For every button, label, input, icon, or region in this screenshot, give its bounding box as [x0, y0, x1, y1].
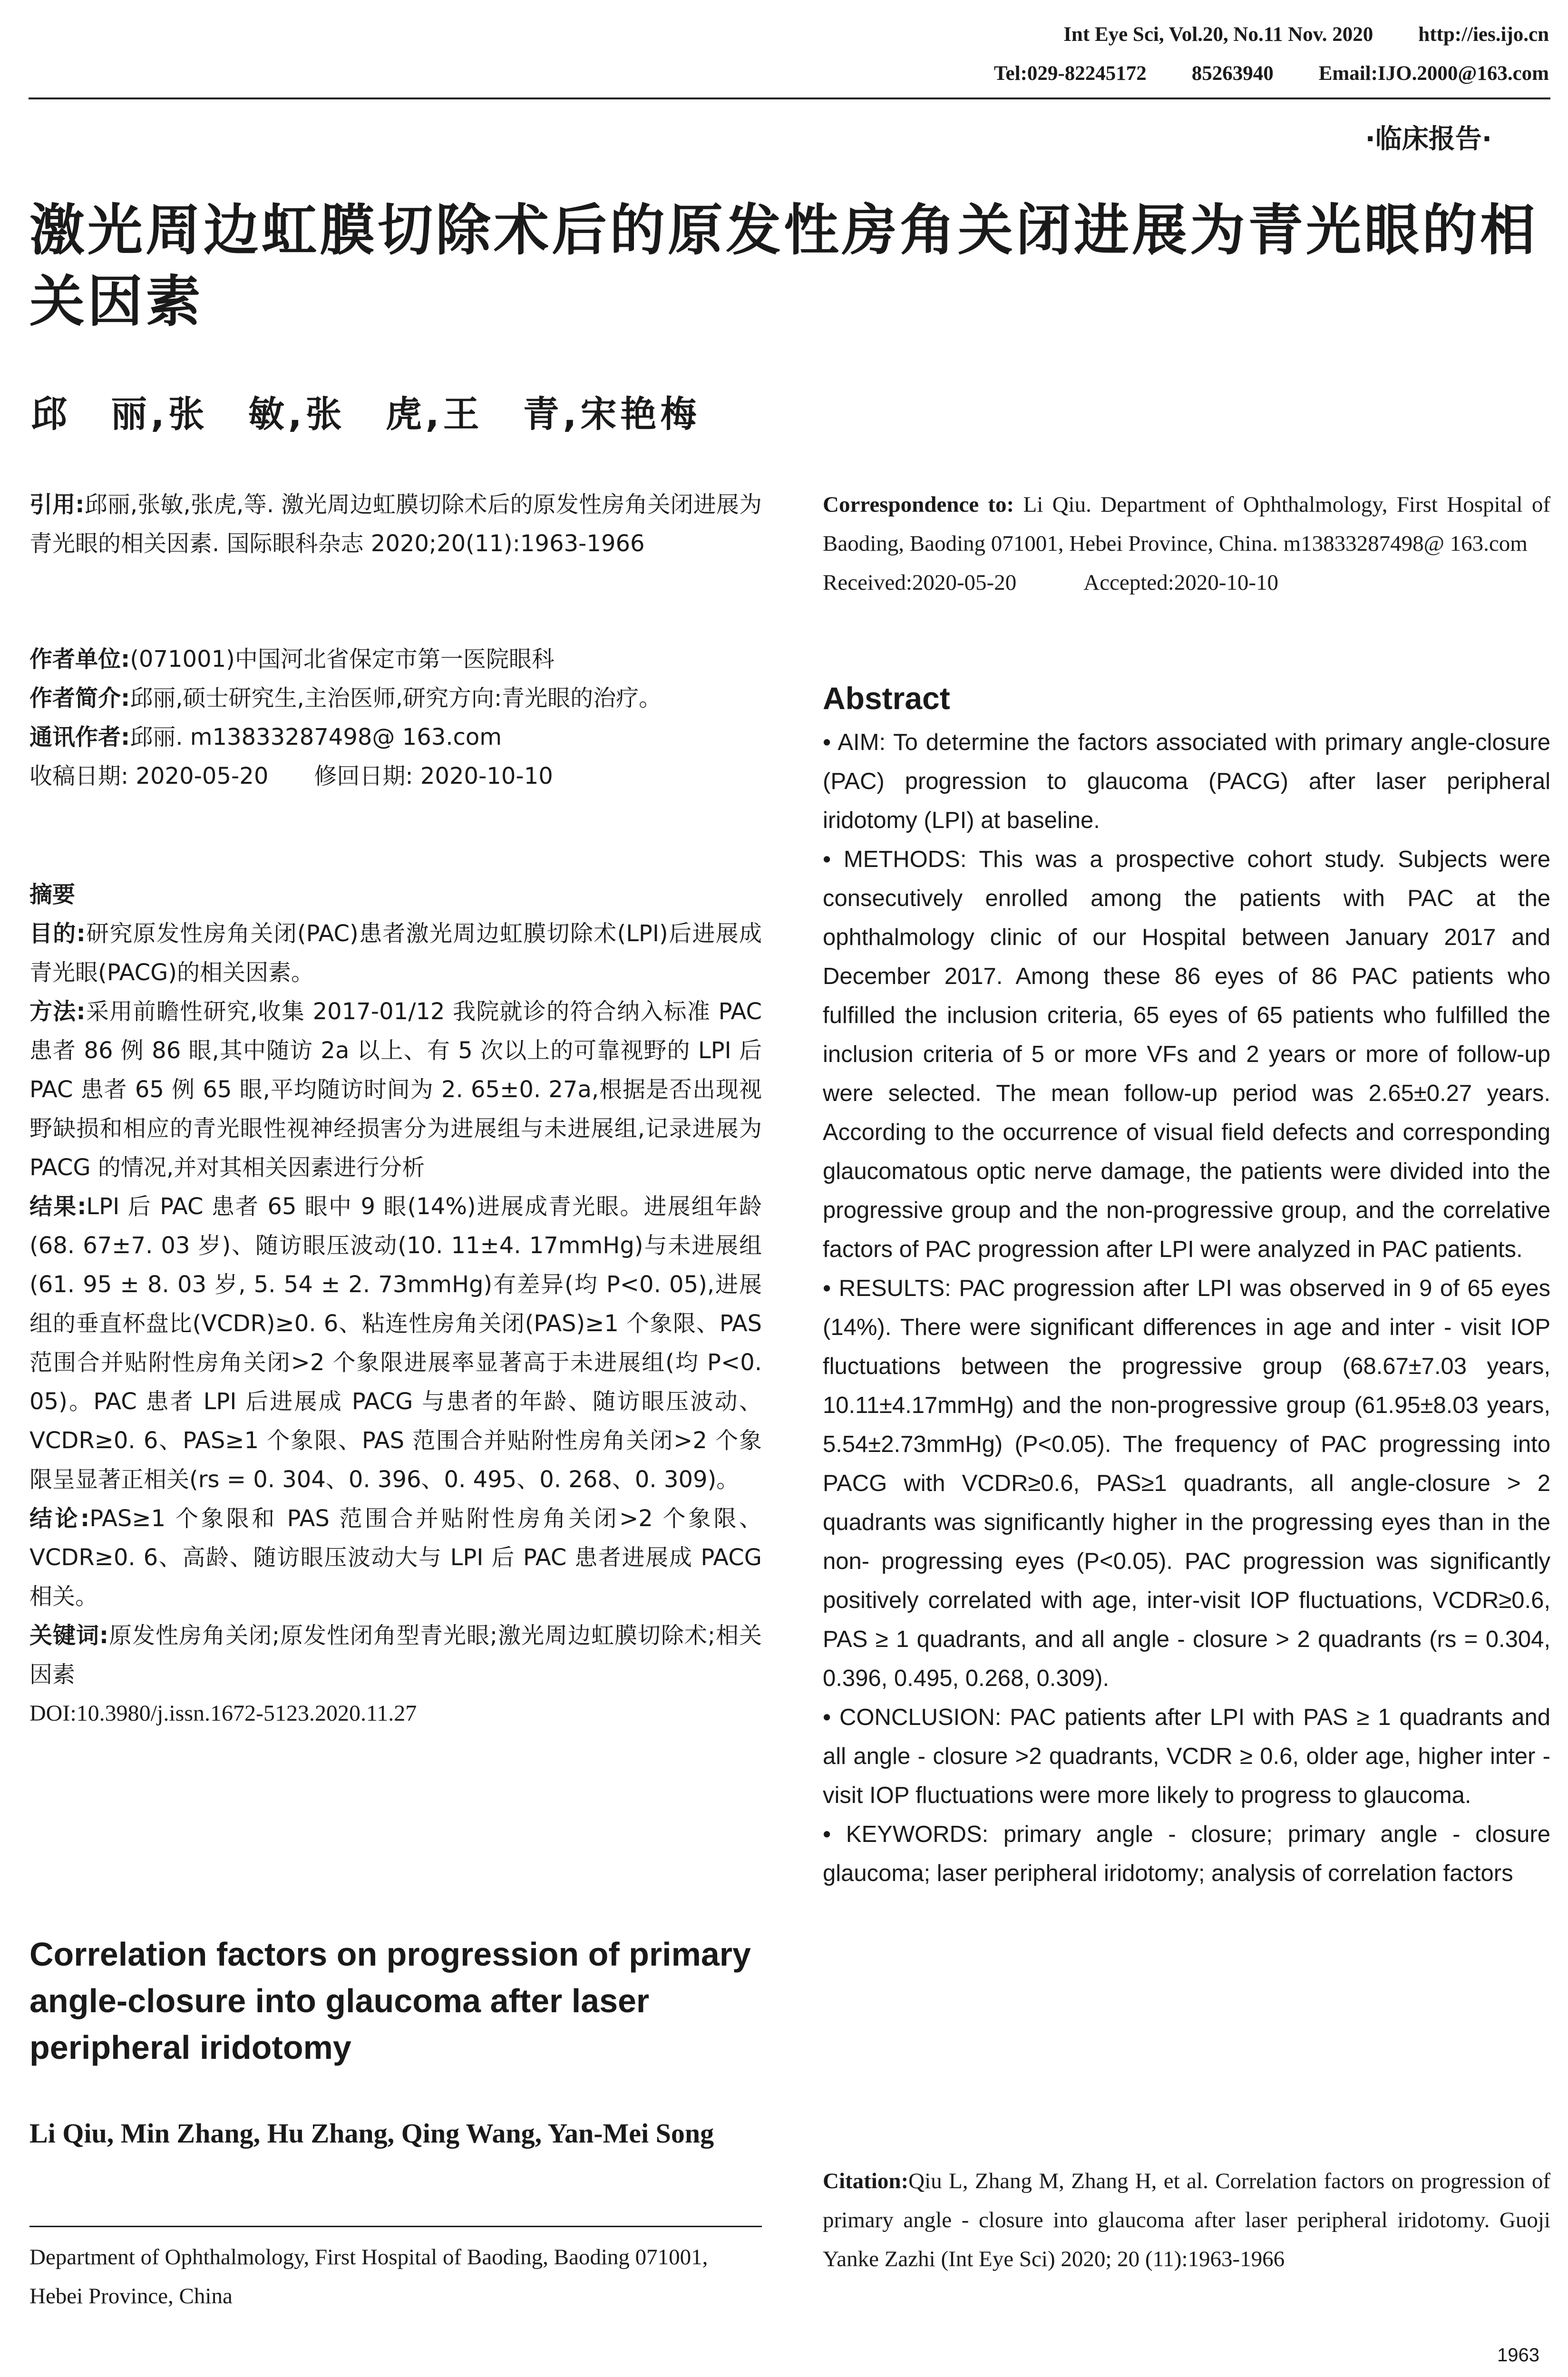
- conclusion-label-cn: 结论:: [29, 1505, 90, 1532]
- methods-label-cn: 方法:: [29, 998, 86, 1025]
- affiliation-label: 作者单位:: [29, 646, 130, 672]
- journal-header-line2: [994, 62, 1549, 85]
- affiliation-text: (071001)中国河北省保定市第一医院眼科: [130, 646, 555, 672]
- author-list: 邱 丽,张 敏,张 虎,王 青,宋艳梅: [31, 393, 701, 435]
- journal-tel2: 85263940: [1191, 62, 1274, 85]
- abstract-heading-cn: 摘要: [29, 881, 76, 908]
- keywords-text-cn: 原发性房角关闭;原发性闭角型青光眼;激光周边虹膜切除术;相关因素: [29, 1622, 762, 1688]
- citation-en-block: [823, 2162, 1550, 2279]
- conclusion-text-en: • CONCLUSION: PAC patients after LPI with PAS ≥ 1 quadrants and all angle - closure >2 quadrants, VCDR ≥ 0.6, older age, higher inter - visit IOP fluctuations were more likely to progress to glaucoma.: [823, 1705, 1550, 1808]
- bio-text: 邱丽,硕士研究生,主治医师,研究方向:青光眼的治疗。: [130, 685, 662, 711]
- header-rule: [29, 97, 1550, 99]
- correspondence-text: Li Qiu. Department of Ophthalmology, First Hospital of Baoding, Baoding 071001, Hebei Province, China. m13833287498@ 163.com: [823, 492, 1551, 556]
- journal-url: http://ies.ijo.cn: [1418, 23, 1549, 46]
- accepted-date: Accepted:2020-10-10: [1083, 570, 1279, 595]
- keywords-label-cn: 关键词:: [29, 1622, 109, 1649]
- corresponding-label: 通讯作者:: [29, 724, 130, 750]
- author-info-block: [29, 640, 762, 796]
- correspondence-label: Correspondence to:: [823, 492, 1014, 517]
- citation-text-en: Qiu L, Zhang M, Zhang H, et al. Correlation factors on progression of primary angle - closure into glaucoma after laser peripheral iridotomy. Guoji Yanke Zazhi (Int Eye Sci) 2020; 20 (11):1963-1966: [823, 2169, 1550, 2271]
- department-text: Department of Ophthalmology, First Hospital of Baoding, Baoding 071001, Hebei Province, China: [29, 2245, 708, 2309]
- aim-text-en: • AIM: To determine the factors associated with primary angle-closure (PAC) progression to glaucoma (PACG) after laser peripheral iridotomy (LPI) at baseline.: [823, 730, 1550, 833]
- conclusion-text-cn: PAS≥1 个象限和 PAS 范围合并贴附性房角关闭>2 个象限、VCDR≥0. 6、高龄、随访眼压波动大与 LPI 后 PAC 患者进展成 PACG 相关。: [29, 1505, 762, 1610]
- corresponding-text: 邱丽. m13833287498@ 163.com: [130, 724, 502, 750]
- article-title: 激光周边虹膜切除术后的原发性房角关闭进展为青光眼的相关因素: [29, 198, 1538, 334]
- aim-label-cn: 目的:: [29, 920, 86, 947]
- correspondence-block: [823, 485, 1550, 602]
- citation-text: 邱丽,张敏,张虎,等. 激光周边虹膜切除术后的原发性房角关闭进展为青光眼的相关因素. 国际眼科杂志 2020;20(11):1963-1966: [29, 491, 762, 557]
- aim-text-cn: 研究原发性房角关闭(PAC)患者激光周边虹膜切除术(LPI)后进展成青光眼(PACG)的相关因素。: [29, 920, 762, 986]
- page-number: 1963: [1497, 2345, 1539, 2366]
- results-text-en: • RESULTS: PAC progression after LPI was observed in 9 of 65 eyes (14%). There were significant differences in age and inter - visit IOP fluctuations between the progressive group (68.67±7.03 years, 10.11±4.17mmHg) and the non-progressive group (61.95±8.03 years, 5.54±2.73mmHg) (P<0.05). The frequency of PAC progressing into PACG with VCDR≥0.6, PAS≥1 quadrants, all angle-closure > 2 quadrants was significantly higher in the progressing eyes than in the non- progressing eyes (P<0.05). PAC progression was significantly positively correlated with age, inter-visit IOP fluctuations, VCDR≥0.6, PAS ≥ 1 quadrants, and all angle - closure > 2 quadrants (rs = 0.304, 0.396, 0.495, 0.268, 0.309).: [823, 1276, 1550, 1691]
- journal-tel: Tel:029-82245172: [993, 62, 1147, 85]
- abstract-heading-en: Abstract: [823, 681, 950, 716]
- received-date: Received:2020-05-20: [823, 570, 1017, 595]
- journal-header-line1: [1063, 23, 1549, 46]
- results-label-cn: 结果:: [29, 1193, 87, 1220]
- methods-text-cn: 采用前瞻性研究,收集 2017-01/12 我院就诊的符合纳入标准 PAC 患者 86 例 86 眼,其中随访 2a 以上、有 5 次以上的可靠视野的 LPI 后 PAC 患者 65 例 65 眼,平均随访时间为 2. 65±0. 27a,根据是否出现视野缺损和相应的青光眼性视神经损害分为进展组与未进展组,记录进展为 PACG 的情况,并对其相关因素进行分析: [29, 998, 762, 1181]
- department-rule: [29, 2226, 762, 2227]
- journal-issue: Int Eye Sci, Vol.20, No.11 Nov. 2020: [1063, 23, 1373, 46]
- journal-email: Email:IJO.2000@163.com: [1318, 62, 1549, 85]
- dates-text: 收稿日期: 2020-05-20 修回日期: 2020-10-10: [29, 763, 553, 789]
- methods-text-en: • METHODS: This was a prospective cohort study. Subjects were consecutively enrolled among the patients with PAC at the ophthalmology clinic of our Hospital between January 2017 and December 2017. Among these 86 eyes of 86 PAC patients who fulfilled the inclusion criteria, 65 eyes of 65 patients who fulfilled the inclusion criteria of 5 or more VFs and 2 years or more of follow-up were selected. The mean follow-up period was 2.65±0.27 years. According to the occurrence of visual field defects and corresponding glaucomatous optic nerve damage, the patients were divided into the progressive group and the non-progressive group, and the correlative factors of PAC progression after LPI were analyzed in PAC patients.: [823, 847, 1550, 1262]
- section-tag: ·临床报告·: [1365, 124, 1492, 155]
- bio-label: 作者简介:: [29, 685, 130, 711]
- english-title: Correlation factors on progression of primary angle-closure into glaucoma after laser peripheral iridotomy: [29, 1936, 751, 2066]
- chinese-abstract: [29, 875, 762, 1733]
- english-abstract: [823, 723, 1550, 1893]
- english-authors: Li Qiu, Min Zhang, Hu Zhang, Qing Wang, Yan-Mei Song: [29, 2118, 714, 2149]
- citation-label: 引用:: [29, 491, 85, 518]
- results-text-cn: LPI 后 PAC 患者 65 眼中 9 眼(14%)进展成青光眼。进展组年龄(68. 67±7. 03 岁)、随访眼压波动(10. 11±4. 17mmHg)与未进展组(61. 95 ± 8. 03 岁, 5. 54 ± 2. 73mmHg)有差异(均 P<0. 05),进展组的垂直杯盘比(VCDR)≥0. 6、粘连性房角关闭(PAS)≥1 个象限、PAS 范围合并贴附性房角关闭>2 个象限进展率显著高于未进展组(均 P<0. 05)。PAC 患者 LPI 后进展成 PACG 与患者的年龄、随访眼压波动、VCDR≥0. 6、PAS≥1 个象限、PAS 范围合并贴附性房角关闭>2 个象限呈显著正相关(rs = 0. 304、0. 396、0. 495、0. 268、0. 309)。: [29, 1193, 762, 1493]
- citation-label-en: Citation:: [823, 2169, 909, 2193]
- doi-text: DOI:10.3980/j.issn.1672-5123.2020.11.27: [29, 1701, 417, 1726]
- keywords-text-en: • KEYWORDS: primary angle - closure; primary angle - closure glaucoma; laser peripheral iridotomy; analysis of correlation factors: [823, 1822, 1550, 1886]
- citation-block: [29, 485, 762, 563]
